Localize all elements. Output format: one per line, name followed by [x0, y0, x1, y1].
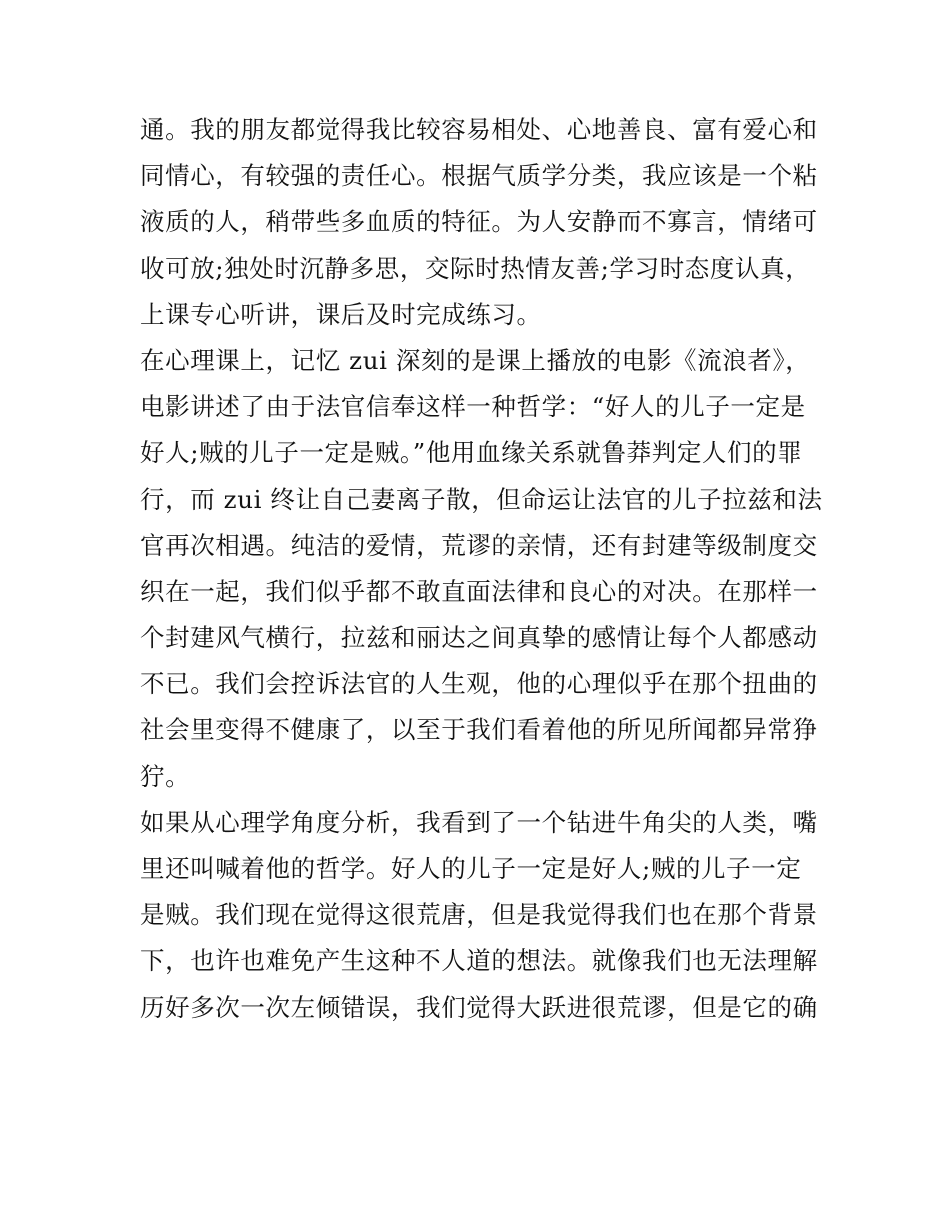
text-line: 行，而 zui 终让自己妻离子散，但命运让法官的儿子拉兹和法	[140, 484, 823, 514]
text-line: 不已。我们会控诉法官的人生观，他的心理似乎在那个扭曲的	[140, 669, 818, 699]
text-line: 里还叫喊着他的哲学。好人的儿子一定是好人;贼的儿子一定	[140, 854, 802, 883]
text-line: 好人;贼的儿子一定是贼。”他用血缘关系就鲁莽判定人们的罪	[140, 438, 803, 468]
text-line: 官再次相遇。纯洁的爱情，荒谬的亲情，还有封建等级制度交	[140, 530, 818, 560]
text-line: 历好多次一次左倾错误，我们觉得大跃进很荒谬，但是它的确	[140, 992, 818, 1022]
text-line: 狞。	[140, 761, 191, 791]
text-line: 织在一起，我们似乎都不敢直面法律和良心的对决。在那样一	[140, 576, 818, 606]
text-line: 同情心，有较强的责任心。根据气质学分类，我应该是一个粘	[140, 161, 818, 191]
text-line: 电影讲述了由于法官信奉这样一种哲学：“好人的儿子一定是	[140, 392, 806, 422]
body-text	[140, 107, 823, 1031]
text-line: 社会里变得不健康了，以至于我们看着他的所见所闻都异常狰	[140, 715, 818, 745]
text-line: 是贼。我们现在觉得这很荒唐，但是我觉得我们也在那个背景	[140, 900, 818, 930]
text-line: 通。我的朋友都觉得我比较容易相处、心地善良、富有爱心和	[140, 115, 818, 144]
text-line: 如果从心理学角度分析，我看到了一个钻进牛角尖的人类，嘴	[140, 807, 818, 837]
text-line: 个封建风气横行，拉兹和丽达之间真挚的感情让每个人都感动	[140, 623, 818, 653]
text-line: 在心理课上，记忆 zui 深刻的是课上播放的电影《流浪者》，	[140, 345, 811, 375]
text-line: 下，也许也难免产生这种不人道的想法。就像我们也无法理解	[140, 946, 818, 976]
text-line: 上课专心听讲，课后及时完成练习。	[140, 299, 542, 329]
text-line: 收可放;独处时沉静多思，交际时热情友善;学习时态度认真，	[140, 253, 811, 283]
text-line: 液质的人，稍带些多血质的特征。为人安静而不寡言，情绪可	[140, 207, 818, 237]
